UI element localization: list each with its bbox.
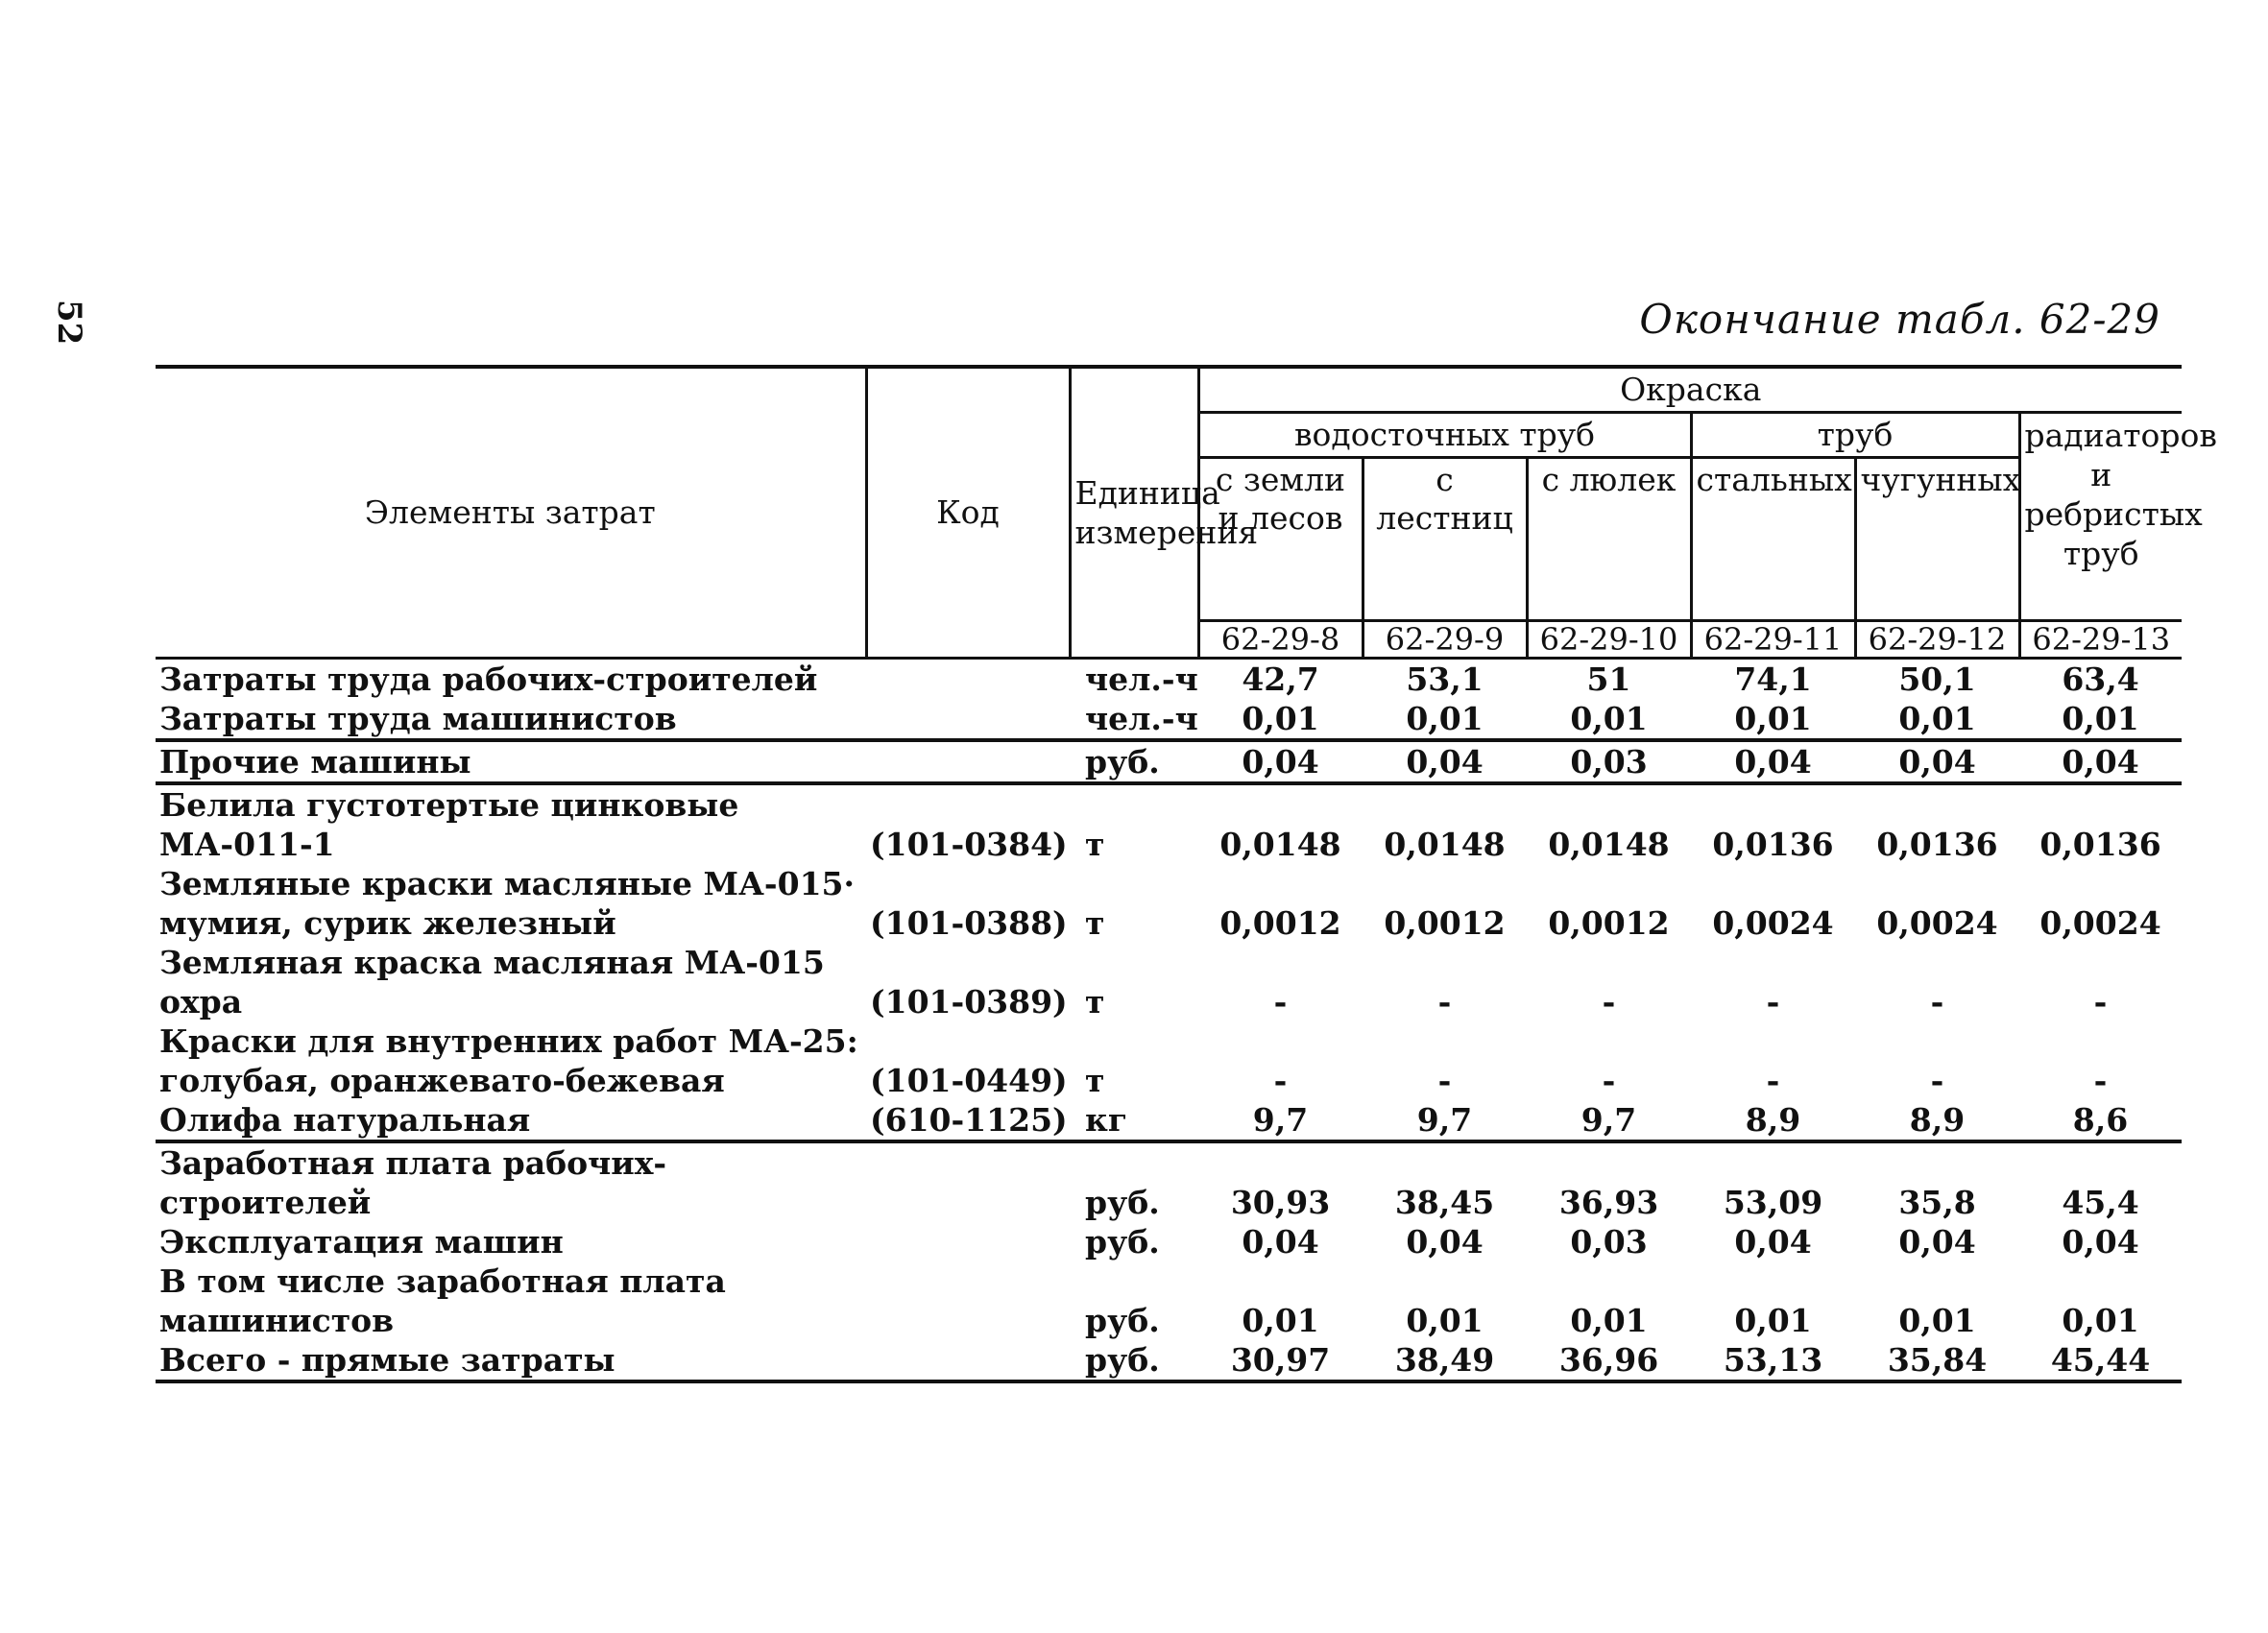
row-value: 35,8 [1898, 1184, 1976, 1221]
row-name: Краски для внутренних работ МА-25: голубая, оранжевато-бежевая [159, 1022, 858, 1099]
row-value: - [1437, 1062, 1452, 1099]
row-value: 0,0148 [1384, 826, 1506, 863]
row-value: 0,0012 [1384, 904, 1506, 942]
header-code-cell: 62-29-12 [1855, 621, 2019, 659]
row-value: 0,01 [1363, 699, 1527, 740]
row-value: 0,0012 [1219, 904, 1341, 942]
row-value: 0,0136 [2039, 826, 2161, 863]
row-value: 9,7 [1363, 1100, 1527, 1141]
header-code-cell: 62-29-9 [1363, 621, 1527, 659]
row-value: 38,49 [1363, 1340, 1527, 1381]
row-value: 8,6 [2019, 1100, 2182, 1141]
cost-table [156, 365, 2217, 1383]
row-value: 53,1 [1406, 660, 1484, 698]
row-value: 8,9 [1855, 1100, 2019, 1141]
row-name: Земляная краска масляная МА-015 охра [159, 944, 825, 1021]
row-unit: кг [1070, 1100, 1198, 1141]
row-unit: т [1085, 1062, 1105, 1099]
row-code [866, 740, 1070, 783]
row-value: - [1437, 983, 1452, 1021]
table-row [156, 1100, 2182, 1141]
row-value: 0,04 [1363, 740, 1527, 783]
row-value: 0,0148 [1548, 826, 1670, 863]
header-from-cradles: с люлек [1527, 458, 1691, 621]
table-row [156, 864, 2182, 943]
row-value: 45,4 [2062, 1184, 2139, 1221]
row-value: 50,1 [1898, 660, 1976, 698]
header-unit: Единица измерения [1070, 367, 1198, 659]
table-row [156, 1222, 2182, 1261]
row-unit: т [1085, 904, 1105, 942]
row-value: 45,44 [2019, 1340, 2182, 1381]
header-drain-pipes: водосточных труб [1198, 413, 1691, 458]
row-value: 0,04 [1734, 1223, 1812, 1261]
row-value: 36,96 [1527, 1340, 1691, 1381]
header-from-ladders: с лестниц [1363, 458, 1527, 621]
row-code [866, 1141, 1070, 1222]
row-code [866, 1261, 1070, 1340]
header-code-cell: 62-29-13 [2019, 621, 2182, 659]
row-value: 0,04 [1855, 740, 2019, 783]
row-value: 0,01 [1691, 699, 1855, 740]
header-code: Код [866, 367, 1070, 659]
row-code: (101-0384) [870, 826, 1068, 863]
row-unit: руб. [1085, 1223, 1160, 1261]
header-painting: Окраска [1198, 367, 2182, 413]
row-value: 0,04 [1406, 1223, 1484, 1261]
row-value: 0,04 [2019, 740, 2182, 783]
row-unit: руб. [1070, 1340, 1198, 1381]
row-value: 9,7 [1198, 1100, 1363, 1141]
row-code: (101-0449) [870, 1062, 1068, 1099]
row-unit: чел.-ч [1085, 660, 1198, 698]
row-name: Прочие машины [156, 740, 866, 783]
row-value: 38,45 [1394, 1184, 1495, 1221]
header-steel: стальных [1691, 458, 1855, 621]
header-code-cell: 62-29-11 [1691, 621, 1855, 659]
row-value: 0,0024 [2039, 904, 2161, 942]
row-name: Затраты труда рабочих-строителей [159, 660, 818, 698]
row-value: 42,7 [1242, 660, 1319, 698]
page-number: 52 [50, 300, 88, 346]
row-value: 35,84 [1855, 1340, 2019, 1381]
row-unit: руб. [1085, 1302, 1160, 1339]
row-code [866, 699, 1070, 740]
header-code-cell: 62-29-10 [1527, 621, 1691, 659]
row-value: 9,7 [1527, 1100, 1691, 1141]
row-value: - [1273, 983, 1288, 1021]
table-row [156, 659, 2182, 700]
header-radiators: радиаторов и ребристых труб [2019, 413, 2182, 621]
row-code [866, 659, 1070, 700]
row-unit: руб. [1070, 740, 1198, 783]
row-value: 0,01 [2019, 699, 2182, 740]
row-name: В том числе заработная плата машинистов [159, 1262, 726, 1339]
row-code: (101-0389) [870, 983, 1068, 1021]
table-row [156, 1021, 2182, 1100]
row-value: 0,01 [1242, 1302, 1319, 1339]
table-row [156, 699, 2182, 740]
row-value: 30,93 [1230, 1184, 1331, 1221]
row-value: 0,0136 [1876, 826, 1998, 863]
row-name: Затраты труда машинистов [156, 699, 866, 740]
header-cast-iron: чугунных [1855, 458, 2019, 621]
row-value: 0,04 [1242, 1223, 1319, 1261]
row-value: 53,09 [1723, 1184, 1823, 1221]
row-unit: чел.-ч [1070, 699, 1198, 740]
row-value: 0,0012 [1548, 904, 1670, 942]
row-code [866, 1222, 1070, 1261]
row-value: - [1930, 1062, 1944, 1099]
row-unit: т [1085, 983, 1105, 1021]
row-value: - [2093, 983, 2108, 1021]
row-name: Эксплуатация машин [159, 1223, 564, 1261]
row-name: Белила густотертые цинковые МА-011-1 [159, 786, 739, 863]
row-value: 8,9 [1691, 1100, 1855, 1141]
row-value: 36,93 [1558, 1184, 1659, 1221]
row-code: (101-0388) [870, 904, 1068, 942]
row-value: - [1602, 983, 1616, 1021]
row-value: - [1930, 983, 1944, 1021]
row-value: 0,01 [1855, 699, 2019, 740]
row-value: 74,1 [1734, 660, 1812, 698]
table-caption: Окончание табл. 62-29 [1639, 296, 2160, 343]
row-value: - [1602, 1062, 1616, 1099]
row-value: 51 [1586, 660, 1631, 698]
row-name: Всего - прямые затраты [156, 1340, 866, 1381]
table-row [156, 740, 2182, 783]
table-row [156, 943, 2182, 1021]
row-name: Олифа натуральная [156, 1100, 866, 1141]
row-value: 0,01 [1734, 1302, 1812, 1339]
row-value: - [1766, 1062, 1780, 1099]
row-value: 0,01 [1527, 699, 1691, 740]
row-code [866, 1340, 1070, 1381]
row-name: Земляные краски масляные МА-015· мумия, сурик железный [159, 865, 855, 942]
row-value: - [1273, 1062, 1288, 1099]
row-value: 0,0136 [1712, 826, 1834, 863]
row-value: 0,01 [1198, 699, 1363, 740]
row-value: 63,4 [2062, 660, 2139, 698]
row-unit: т [1085, 826, 1105, 863]
row-unit: руб. [1085, 1184, 1160, 1221]
row-value: 0,04 [1691, 740, 1855, 783]
row-value: 30,97 [1198, 1340, 1363, 1381]
row-value: 0,01 [1406, 1302, 1484, 1339]
header-code-cell: 62-29-8 [1198, 621, 1363, 659]
table-row [156, 1141, 2182, 1222]
header-elements: Элементы затрат [156, 367, 866, 659]
row-value: 0,03 [1570, 1223, 1648, 1261]
row-value: 0,0024 [1712, 904, 1834, 942]
row-value: - [1766, 983, 1780, 1021]
row-value: 0,03 [1527, 740, 1691, 783]
row-value: 0,01 [1570, 1302, 1648, 1339]
table-row [156, 1261, 2182, 1340]
row-code: (610-1125) [866, 1100, 1070, 1141]
row-value: 0,0148 [1219, 826, 1341, 863]
row-value: 53,13 [1691, 1340, 1855, 1381]
row-name: Заработная плата рабочих-строителей [159, 1144, 667, 1221]
row-value: 0,04 [1198, 740, 1363, 783]
row-value: 0,01 [2062, 1302, 2139, 1339]
header-pipes: труб [1691, 413, 2019, 458]
row-value: 0,0024 [1876, 904, 1998, 942]
row-value: 0,01 [1898, 1302, 1976, 1339]
table-row [156, 1340, 2182, 1381]
table-row [156, 783, 2182, 864]
header-from-ground: с земли и лесов [1198, 458, 1363, 621]
row-value: 0,04 [2062, 1223, 2139, 1261]
row-value: 0,04 [1898, 1223, 1976, 1261]
row-value: - [2093, 1062, 2108, 1099]
